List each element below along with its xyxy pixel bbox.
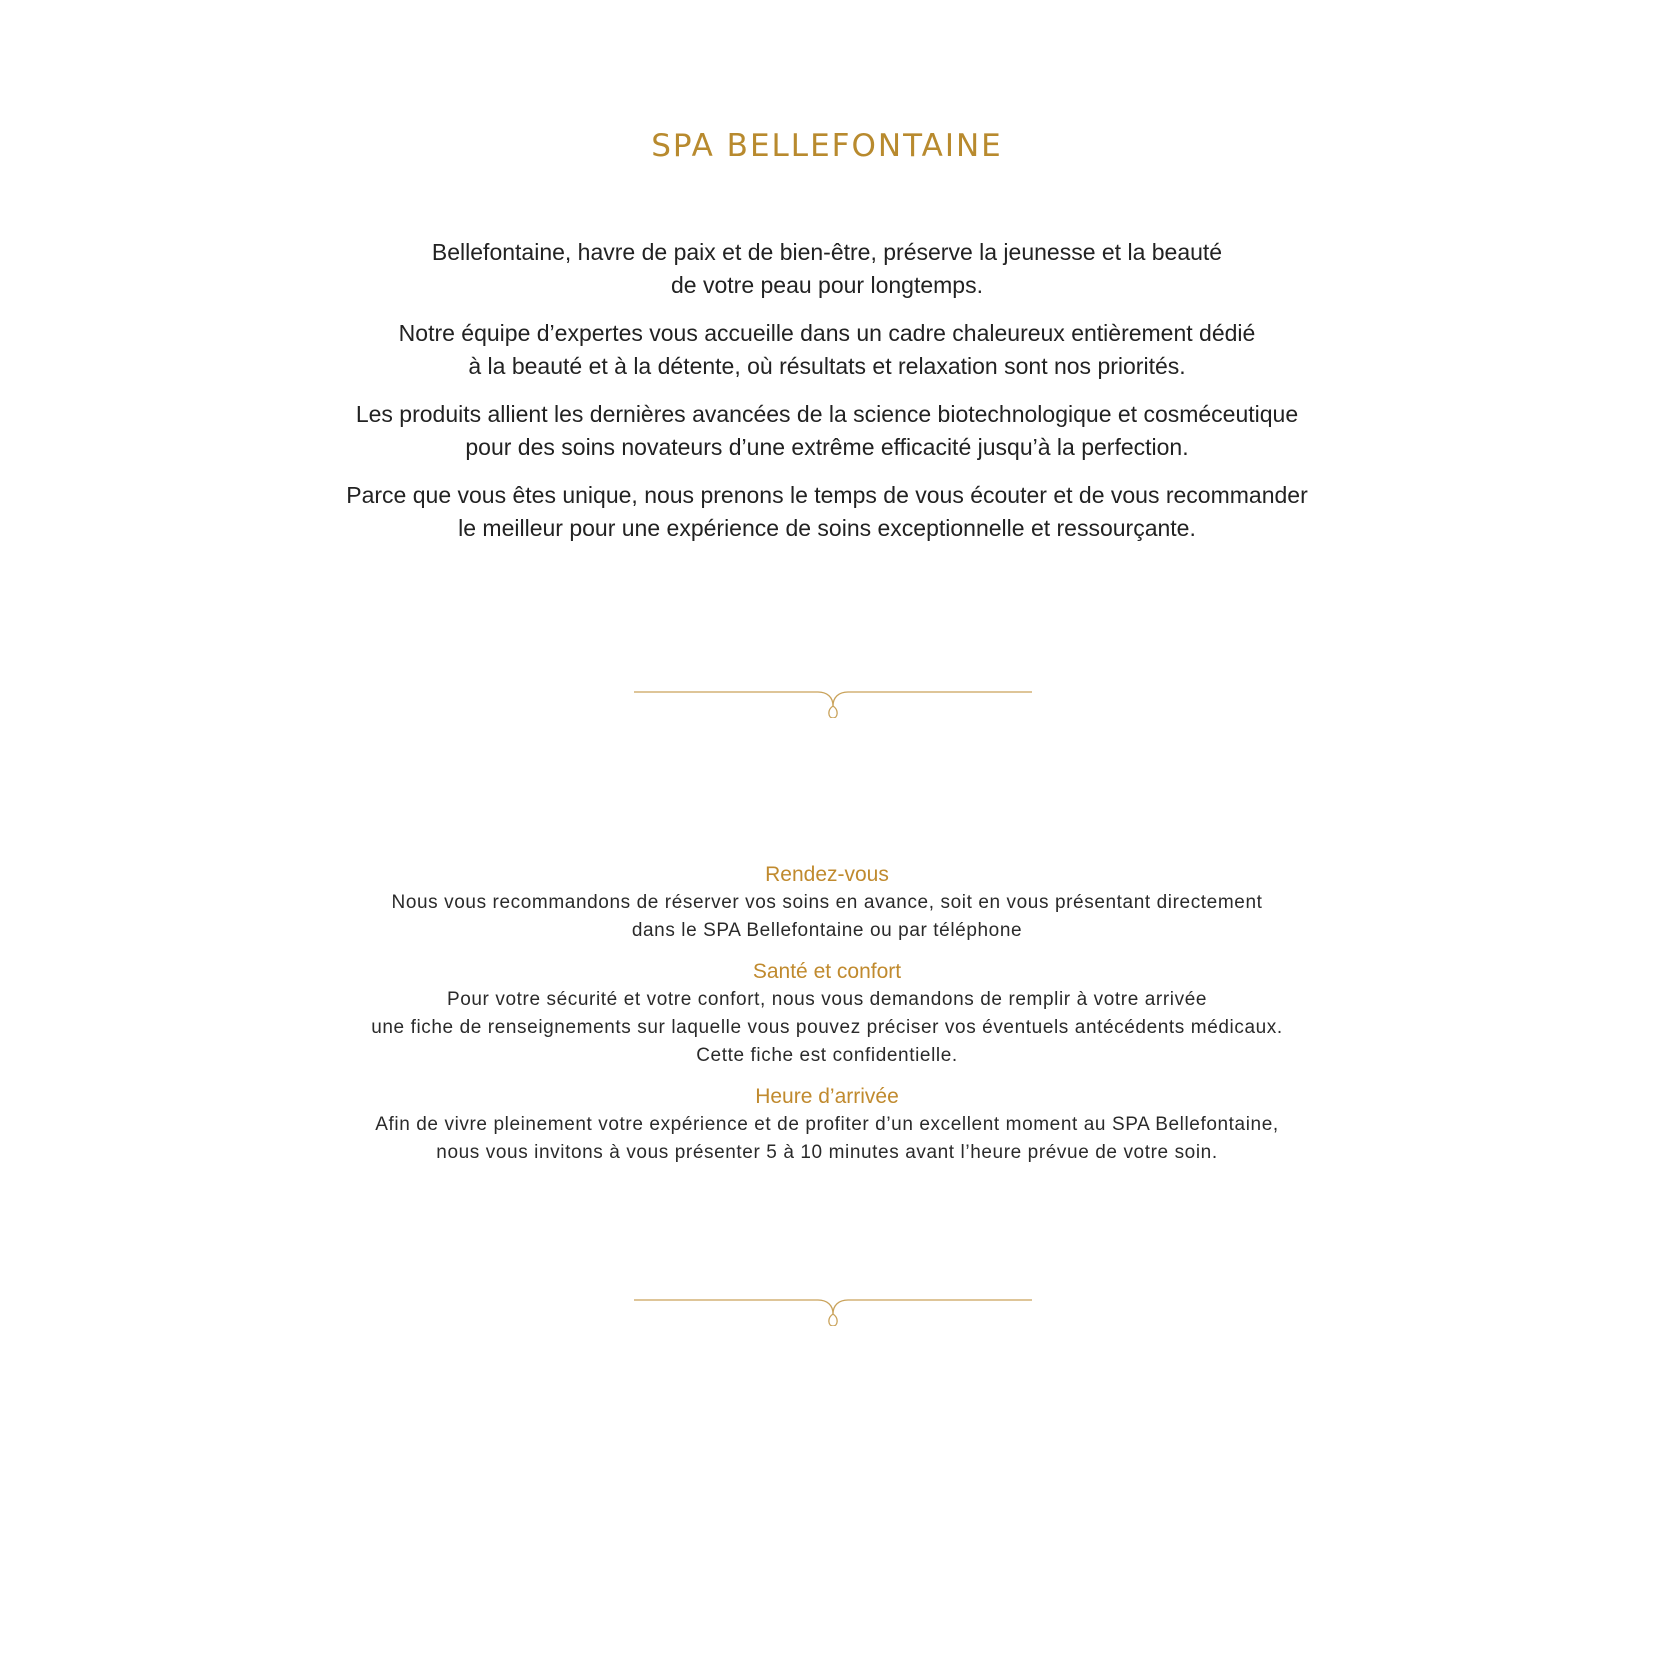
intro-line: de votre peau pour longtemps. (671, 272, 983, 298)
intro-line: Notre équipe d’expertes vous accueille dans un cadre chaleureux entièrement dédié (398, 320, 1256, 346)
info-line: Nous vous recommandons de réserver vos soins en avance, soit en vous présentant directement (391, 892, 1263, 913)
info-heading: Santé et confort (752, 960, 902, 983)
page-title: SPA BELLEFONTAINE (651, 128, 1003, 164)
info-line: Afin de vivre pleinement votre expérience et de profiter d’un excellent moment au SPA Bellefontaine, (375, 1114, 1279, 1135)
intro-paragraph (0, 479, 1654, 545)
info-line: dans le SPA Bellefontaine ou par téléphone (631, 920, 1023, 941)
intro-paragraph (0, 236, 1654, 302)
info-block-heure-arrivee (0, 1082, 1654, 1167)
info-line: Pour votre sécurité et votre confort, nous vous demandons de remplir à votre arrivée (446, 989, 1208, 1010)
intro-paragraph (0, 317, 1654, 383)
info-block-sante-confort (0, 957, 1654, 1070)
info-line: nous vous invitons à vous présenter 5 à 10 minutes avant l’heure prévue de votre soin. (436, 1142, 1218, 1163)
intro-line: Parce que vous êtes unique, nous prenons le temps de vous écouter et de vous recommander (346, 482, 1308, 508)
info-line: une fiche de renseignements sur laquelle vous pouvez préciser vos éventuels antécédents médicaux. (371, 1017, 1283, 1038)
info-block-rendez-vous (0, 860, 1654, 945)
intro-line: à la beauté et à la détente, où résultats et relaxation sont nos priorités. (468, 353, 1186, 379)
intro-line: le meilleur pour une expérience de soins exceptionnelle et ressourçante. (458, 515, 1196, 541)
info-heading: Heure d’arrivée (755, 1085, 899, 1108)
info-line: Cette fiche est confidentielle. (696, 1045, 958, 1066)
intro-line: pour des soins novateurs d’une extrême efficacité jusqu’à la perfection. (465, 434, 1189, 460)
info-section (0, 860, 1654, 1179)
intro-text (0, 236, 1654, 560)
info-heading: Rendez-vous (765, 863, 889, 886)
ornament-divider-icon (634, 1286, 1032, 1326)
ornament-divider-icon (634, 678, 1032, 718)
intro-paragraph (0, 398, 1654, 464)
intro-line: Bellefontaine, havre de paix et de bien-être, préserve la jeunesse et la beauté (431, 239, 1223, 265)
intro-line: Les produits allient les dernières avancées de la science biotechnologique et cosméceutique (355, 401, 1299, 427)
